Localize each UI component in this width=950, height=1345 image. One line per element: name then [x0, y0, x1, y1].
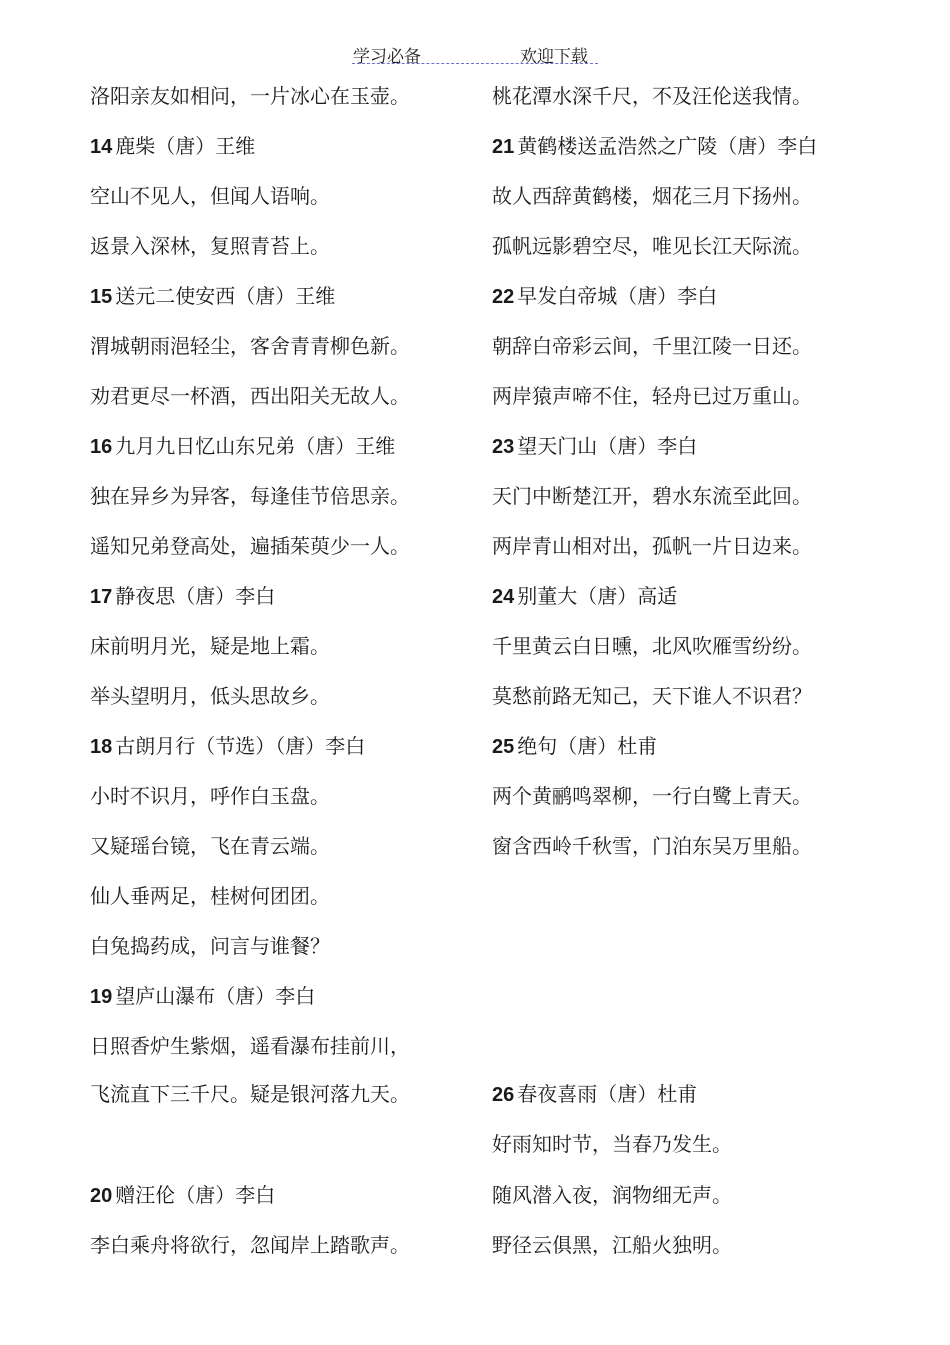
poem-line-text: 渭城朝雨浥轻尘，客舍青青柳色新。: [90, 334, 410, 358]
poem-line: [492, 482, 812, 510]
poem-line: [492, 532, 812, 560]
poem-line-text: 洛阳亲友如相问，一片冰心在玉壶。: [90, 84, 410, 108]
poem-line-text: 劝君更尽一杯酒，西出阳关无故人。: [90, 384, 410, 408]
poem-title-text: 早发白帝城（唐）李白: [517, 284, 718, 308]
poem-line: [492, 82, 812, 110]
page-header: [352, 42, 598, 66]
poem-line-text: 好雨知时节，当春乃发生。: [492, 1132, 732, 1156]
header-left-text: 学习必备: [353, 47, 421, 67]
poem-line-text: 飞流直下三千尺。疑是银河落九天。: [90, 1082, 410, 1106]
poem-line: [90, 482, 410, 510]
poem-line: [90, 82, 410, 110]
poem-line: [492, 1231, 732, 1259]
poem-title-text: 春夜喜雨（唐）杜甫: [517, 1082, 698, 1106]
poem-title: [90, 732, 365, 760]
poem-line: [492, 1130, 732, 1158]
poem-title: [90, 982, 315, 1010]
poem-line: [90, 382, 410, 410]
poem-line-text: 莫愁前路无知己，天下谁人不识君？: [492, 684, 812, 708]
poem-line-text: 日照香炉生紫烟，遥看瀑布挂前川，: [90, 1034, 410, 1058]
poem-number: 24: [492, 586, 515, 608]
poem-line: [492, 232, 812, 260]
poem-title-text: 望庐山瀑布（唐）李白: [115, 984, 316, 1008]
poem-line-text: 又疑瑶台镜，飞在青云端。: [90, 834, 330, 858]
poem-line-text: 空山不见人，但闻人语响。: [90, 184, 330, 208]
poem-number: 16: [90, 436, 113, 458]
poem-title-text: 绝句（唐）杜甫: [517, 734, 658, 758]
poem-number: 19: [90, 986, 113, 1008]
poem-line: [90, 682, 330, 710]
poem-line: [492, 832, 812, 860]
poem-line: [492, 632, 812, 660]
poem-line-text: 白兔捣药成，问言与谁餐？: [90, 934, 330, 958]
poem-line: [90, 532, 410, 560]
poem-line-text: 两岸猿声啼不住，轻舟已过万重山。: [492, 384, 812, 408]
poem-title: [90, 132, 255, 160]
header-dashed-underline: [352, 63, 598, 64]
poem-line: [90, 182, 330, 210]
poem-number: 14: [90, 136, 113, 158]
poem-title-text: 古朗月行（节选）（唐）李白: [115, 734, 366, 758]
poem-line-text: 小时不识月，呼作白玉盘。: [90, 784, 330, 808]
poem-line: [90, 232, 330, 260]
poem-line: [90, 832, 330, 860]
poem-title: [492, 1080, 697, 1108]
poem-line-text: 独在异乡为异客，每逢佳节倍思亲。: [90, 484, 410, 508]
poem-title-text: 望天门山（唐）李白: [517, 434, 698, 458]
poem-number: 25: [492, 736, 515, 758]
poem-line: [90, 1231, 410, 1259]
poem-line: [90, 1032, 410, 1060]
poem-line: [90, 1080, 410, 1108]
poem-line-text: 朝辞白帝彩云间，千里江陵一日还。: [492, 334, 812, 358]
poem-number: 26: [492, 1084, 515, 1106]
poem-line: [90, 782, 330, 810]
poem-number: 20: [90, 1185, 113, 1207]
poem-title-text: 鹿柴（唐）王维: [115, 134, 256, 158]
poem-title: [90, 432, 395, 460]
poem-title: [492, 582, 677, 610]
poem-number: 18: [90, 736, 113, 758]
poem-line: [90, 882, 330, 910]
poem-line-text: 李白乘舟将欲行，忽闻岸上踏歌声。: [90, 1233, 410, 1257]
poem-line: [90, 332, 410, 360]
poem-line: [492, 682, 812, 710]
poem-title: [492, 732, 657, 760]
poem-line-text: 遥知兄弟登高处，遍插茱萸少一人。: [90, 534, 410, 558]
poem-title: [90, 282, 335, 310]
poem-line-text: 孤帆远影碧空尽，唯见长江天际流。: [492, 234, 812, 258]
poem-line: [90, 932, 330, 960]
poem-line: [492, 782, 812, 810]
poem-title-text: 别董大（唐）高适: [517, 584, 678, 608]
poem-title: [492, 282, 717, 310]
poem-line-text: 返景入深林，复照青苔上。: [90, 234, 330, 258]
poem-line-text: 举头望明月，低头思故乡。: [90, 684, 330, 708]
poem-line-text: 野径云俱黑，江船火独明。: [492, 1233, 732, 1257]
poem-title-text: 九月九日忆山东兄弟（唐）王维: [115, 434, 396, 458]
poem-line-text: 仙人垂两足，桂树何团团。: [90, 884, 330, 908]
poem-title-text: 静夜思（唐）李白: [115, 584, 276, 608]
poem-title: [492, 432, 697, 460]
poem-line: [492, 382, 812, 410]
poem-line: [492, 1181, 732, 1209]
poem-line: [90, 632, 330, 660]
poem-line-text: 窗含西岭千秋雪，门泊东吴万里船。: [492, 834, 812, 858]
poem-number: 15: [90, 286, 113, 308]
poem-number: 21: [492, 136, 515, 158]
poem-line-text: 桃花潭水深千尺，不及汪伦送我情。: [492, 84, 812, 108]
poem-line-text: 随风潜入夜，润物细无声。: [492, 1183, 732, 1207]
poem-title: [492, 132, 817, 160]
poem-line-text: 两个黄鹂鸣翠柳，一行白鹭上青天。: [492, 784, 812, 808]
poem-line-text: 千里黄云白日曛，北风吹雁雪纷纷。: [492, 634, 812, 658]
poem-number: 17: [90, 586, 113, 608]
poem-title-text: 赠汪伦（唐）李白: [115, 1183, 276, 1207]
poem-line-text: 故人西辞黄鹤楼，烟花三月下扬州。: [492, 184, 812, 208]
poem-line-text: 两岸青山相对出，孤帆一片日边来。: [492, 534, 812, 558]
header-right-text: 欢迎下载: [520, 47, 588, 67]
poem-line: [492, 182, 812, 210]
poem-number: 22: [492, 286, 515, 308]
poem-line-text: 天门中断楚江开，碧水东流至此回。: [492, 484, 812, 508]
poem-title-text: 送元二使安西（唐）王维: [115, 284, 336, 308]
poem-title-text: 黄鹤楼送孟浩然之广陵（唐）李白: [517, 134, 818, 158]
poem-title: [90, 582, 275, 610]
poem-line-text: 床前明月光，疑是地上霜。: [90, 634, 330, 658]
poem-line: [492, 332, 812, 360]
poem-number: 23: [492, 436, 515, 458]
poem-title: [90, 1181, 275, 1209]
